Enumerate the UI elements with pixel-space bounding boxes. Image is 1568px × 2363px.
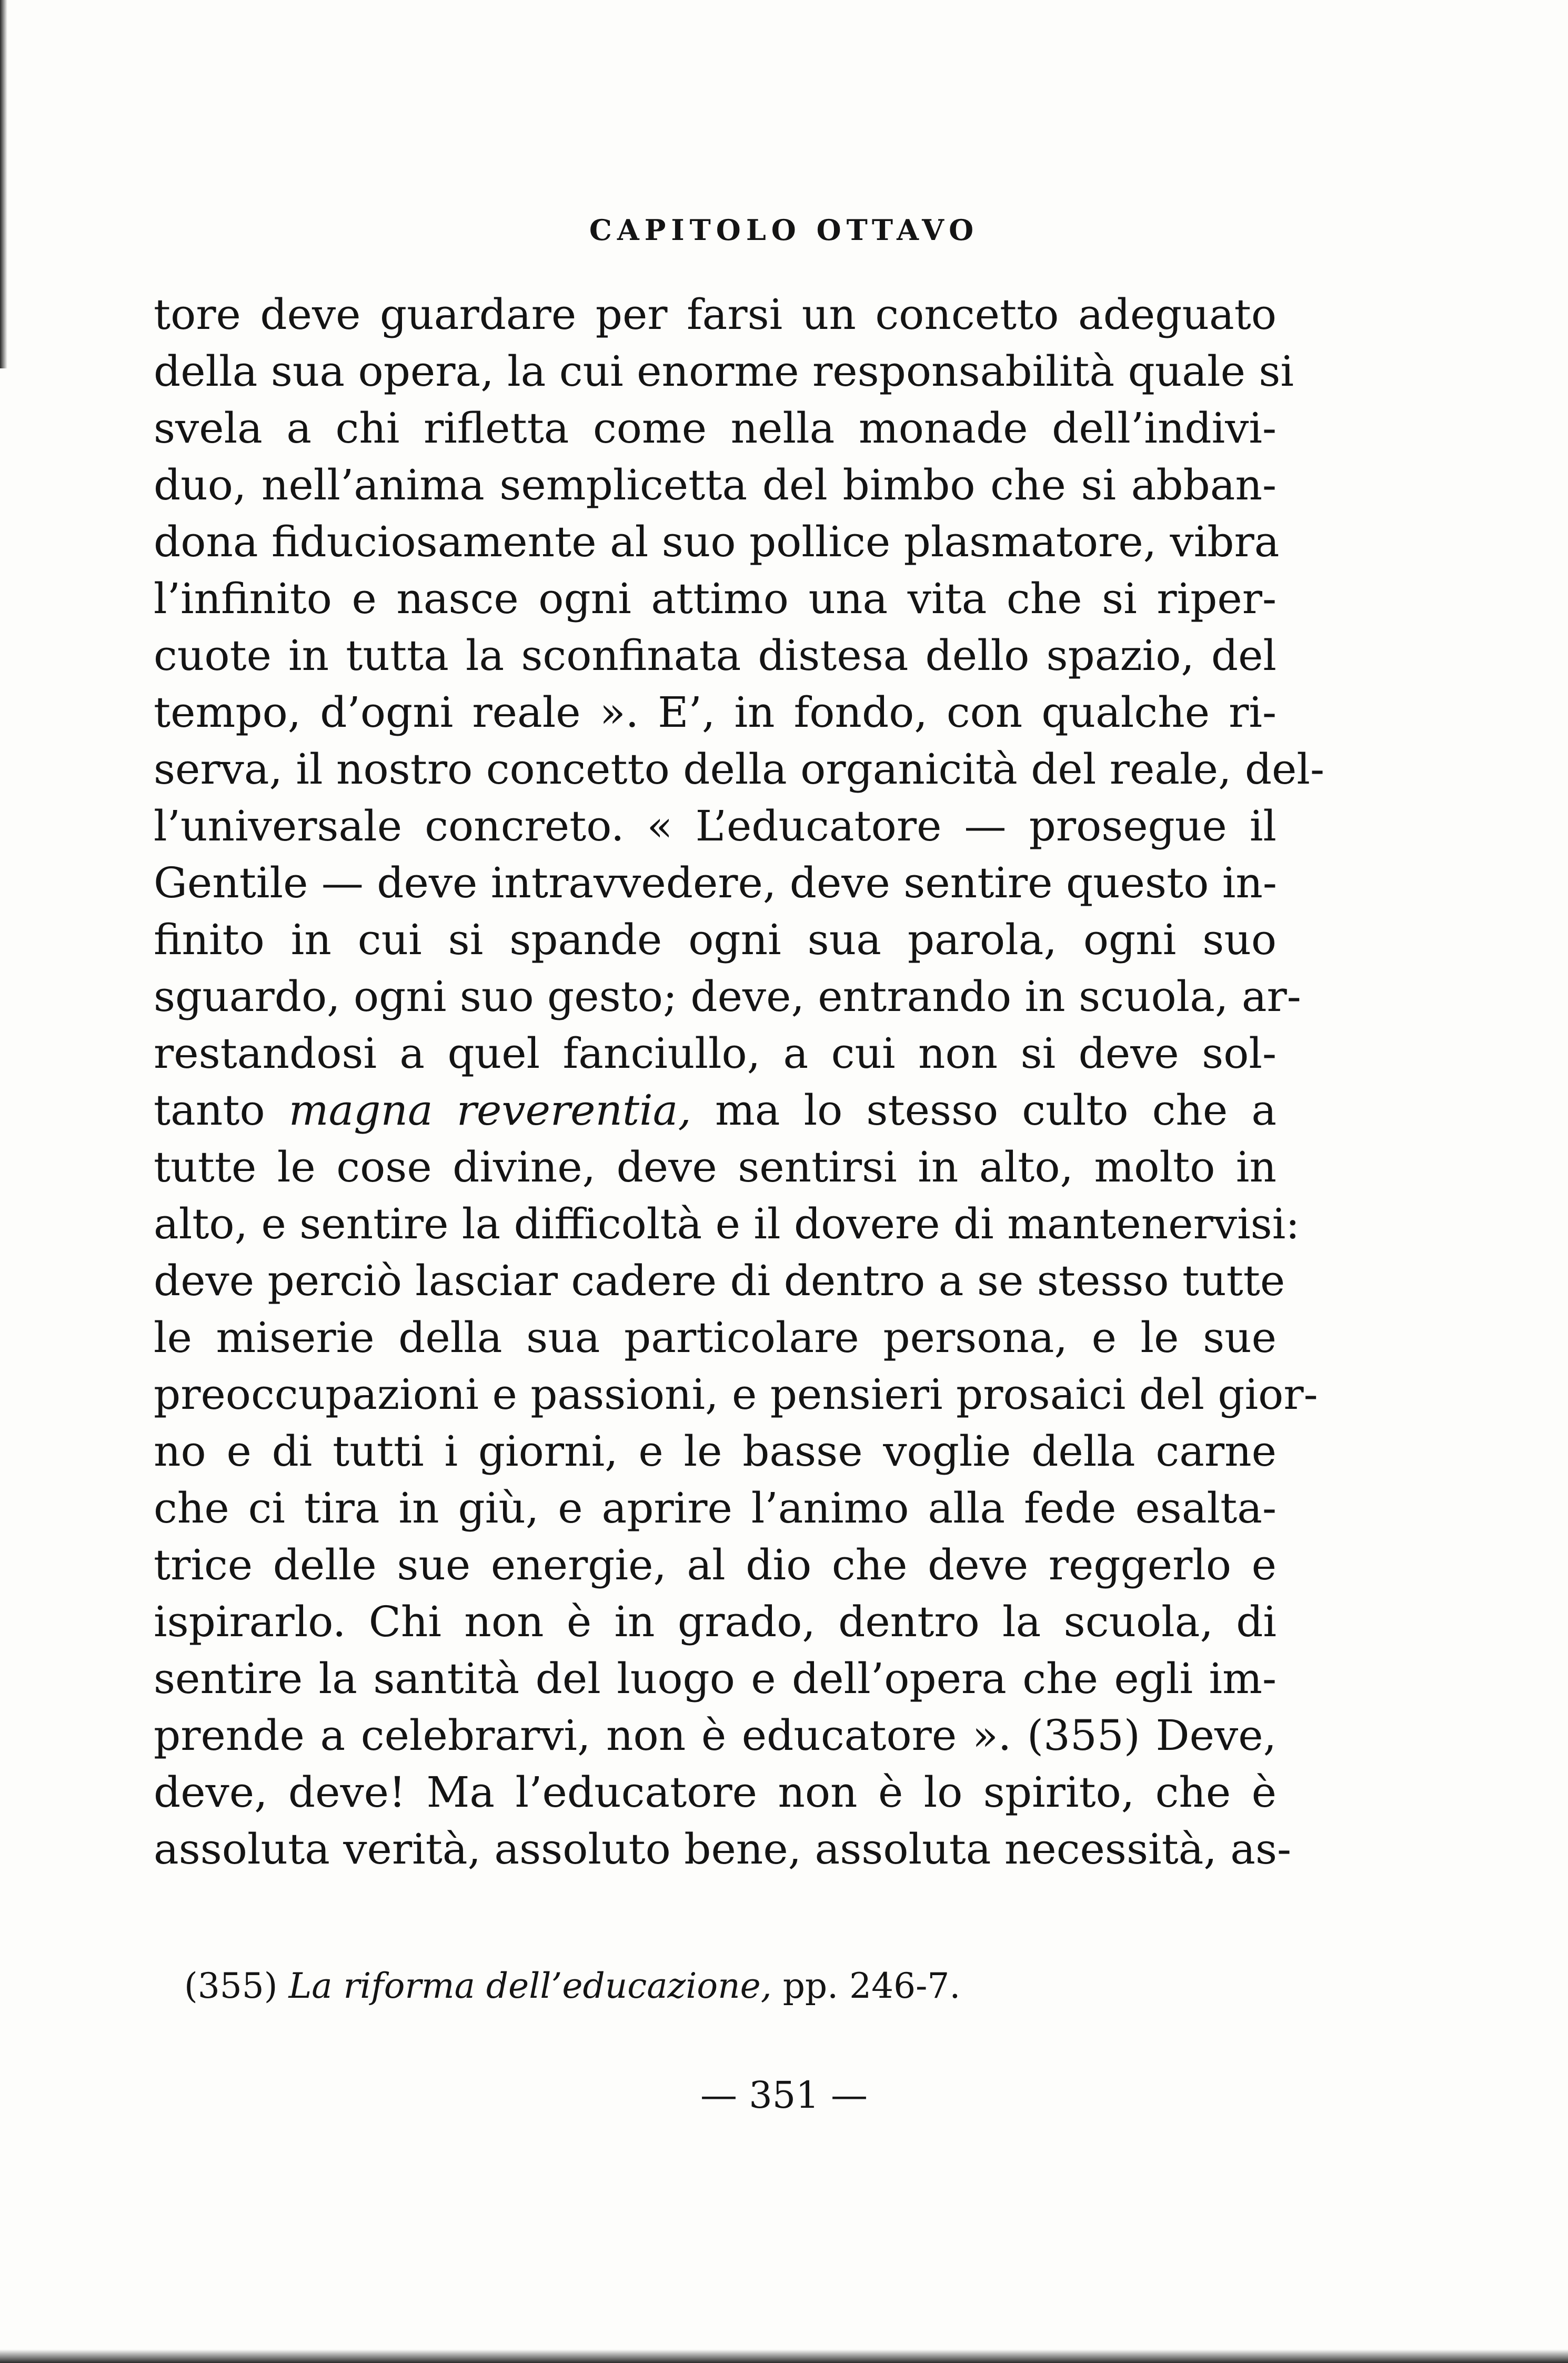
text-run: tanto [154, 1086, 289, 1135]
text-line: della sua opera, la cui enorme responsabilità quale si [154, 347, 1294, 396]
text-line: sentire la santità del luogo e dell’opera che egli im- [154, 1654, 1276, 1703]
text-line: finito in cui si spande ogni sua parola, ogni suo [154, 915, 1276, 964]
text-line: ispirarlo. Chi non è in grado, dentro la scuola, di [154, 1597, 1276, 1646]
text-line: assoluta verità, assoluto bene, assoluta necessità, as- [154, 1825, 1292, 1874]
text-line: sguardo, ogni suo gesto; deve, entrando in scuola, ar- [154, 972, 1301, 1021]
text-line: tore deve guardare per farsi un concetto adeguato [154, 290, 1276, 339]
text-line: tempo, d’ogni reale ». E’, in fondo, con qualche ri- [154, 688, 1276, 737]
text-line: dona fiduciosamente al suo pollice plasmatore, vibra [154, 517, 1280, 566]
text-line: restandosi a quel fanciullo, a cui non si deve sol- [154, 1029, 1276, 1078]
text-line: alto, e sentire la difficoltà e il dovere di mantenervisi: [154, 1199, 1300, 1248]
footnote [184, 1966, 960, 2006]
text-line: preoccupazioni e passioni, e pensieri prosaici del gior- [154, 1370, 1318, 1419]
italic-phrase: magna reverentia, [288, 1086, 691, 1135]
scan-bottom-edge-shadow [0, 2349, 1568, 2363]
text-run: ma lo stesso culto che a [691, 1086, 1277, 1135]
text-line: trice delle sue energie, al dio che deve reggerlo e [154, 1540, 1276, 1589]
page-number: — 351 — [700, 2074, 868, 2117]
text-line: Gentile — deve intravvedere, deve sentire questo in- [154, 858, 1277, 907]
text-line: l’universale concreto. « L’educatore — prosegue il [154, 802, 1276, 850]
text-line: l’infinito e nasce ogni attimo una vita che si riper- [154, 574, 1276, 623]
text-line: tutte le cose divine, deve sentirsi in alto, molto in [154, 1143, 1276, 1191]
footnote-title: La riforma dell’educazione, [288, 1966, 772, 2006]
text-line: serva, il nostro concetto della organicità del reale, del- [154, 745, 1324, 794]
footnote-pages: pp. 246-7. [782, 1966, 961, 2006]
text-line: prende a celebrarvi, non è educatore ». (355) Deve, [154, 1711, 1276, 1760]
text-line: che ci tira in giù, e aprire l’animo alla fede esalta- [154, 1484, 1276, 1533]
text-line: deve, deve! Ma l’educatore non è lo spirito, che è [154, 1768, 1276, 1817]
running-head: CAPITOLO OTTAVO [589, 213, 979, 247]
text-line: no e di tutti i giorni, e le basse voglie della carne [154, 1427, 1276, 1476]
text-line: cuote in tutta la sconfinata distesa dello spazio, del [154, 631, 1276, 680]
text-line: svela a chi rifletta come nella monade dell’indivi- [154, 404, 1276, 453]
footnote-marker: (355) [184, 1966, 278, 2006]
text-line: duo, nell’anima semplicetta del bimbo che si abban- [154, 460, 1276, 509]
text-line: le miserie della sua particolare persona, e le sue [154, 1313, 1276, 1362]
text-line-with-italic [154, 1082, 1276, 1139]
text-line: deve perciò lasciar cadere di dentro a se stesso tutte [154, 1256, 1285, 1305]
body-text [154, 286, 1324, 1878]
scan-left-edge-shadow [0, 0, 7, 368]
